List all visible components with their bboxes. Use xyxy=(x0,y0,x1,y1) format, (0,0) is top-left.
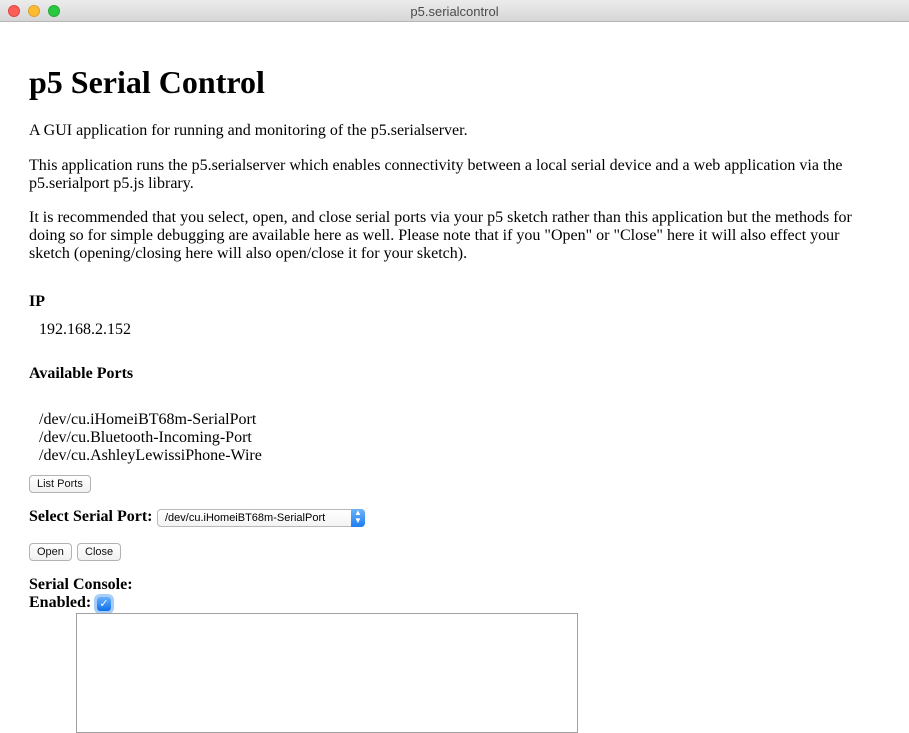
description-text: This application runs the p5.serialserver which enables connectivity between a local serial device and a web application via the p5.serialport p5.js library. xyxy=(29,157,843,192)
select-serial-port-label: Select Serial Port: xyxy=(29,508,153,525)
serial-console-label: Serial Console: xyxy=(29,576,133,593)
console-enabled-checkbox[interactable] xyxy=(97,597,111,611)
intro-text: A GUI application for running and monitoring of the p5.serialserver. xyxy=(29,122,468,139)
window-title: p5.serialcontrol xyxy=(410,4,499,19)
port-item: /dev/cu.AshleyLewissiPhone-Wire xyxy=(39,447,262,464)
ip-heading: IP xyxy=(29,293,45,310)
port-item: /dev/cu.Bluetooth-Incoming-Port xyxy=(39,429,252,446)
recommendation-text: It is recommended that you select, open, and close serial ports via your p5 sketch rather than this application but the methods for doing so for simple debugging are available here as well. Please note that if you "Open" or "Close" here it will also effect your sketch (opening/closing here will also open/close it for your sketch). xyxy=(29,209,852,262)
window-titlebar[interactable] xyxy=(0,0,909,22)
ports-list xyxy=(39,411,262,465)
close-button[interactable]: Close xyxy=(77,543,121,561)
port-item: /dev/cu.iHomeiBT68m-SerialPort xyxy=(39,411,257,428)
page-title: p5 Serial Control xyxy=(29,64,265,100)
ip-value: 192.168.2.152 xyxy=(39,321,131,338)
serial-console-output[interactable] xyxy=(76,613,578,733)
serial-port-select-value: /dev/cu.iHomeiBT68m-SerialPort xyxy=(165,512,326,524)
console-enabled-label: Enabled: xyxy=(29,594,92,611)
list-ports-button[interactable]: List Ports xyxy=(29,475,91,493)
select-arrows-icon: ▲ ▼ xyxy=(351,509,365,527)
available-ports-heading: Available Ports xyxy=(29,365,134,382)
open-button[interactable]: Open xyxy=(29,543,72,561)
checkmark-icon: ✓ xyxy=(99,597,109,610)
serial-port-select[interactable] xyxy=(157,509,365,527)
